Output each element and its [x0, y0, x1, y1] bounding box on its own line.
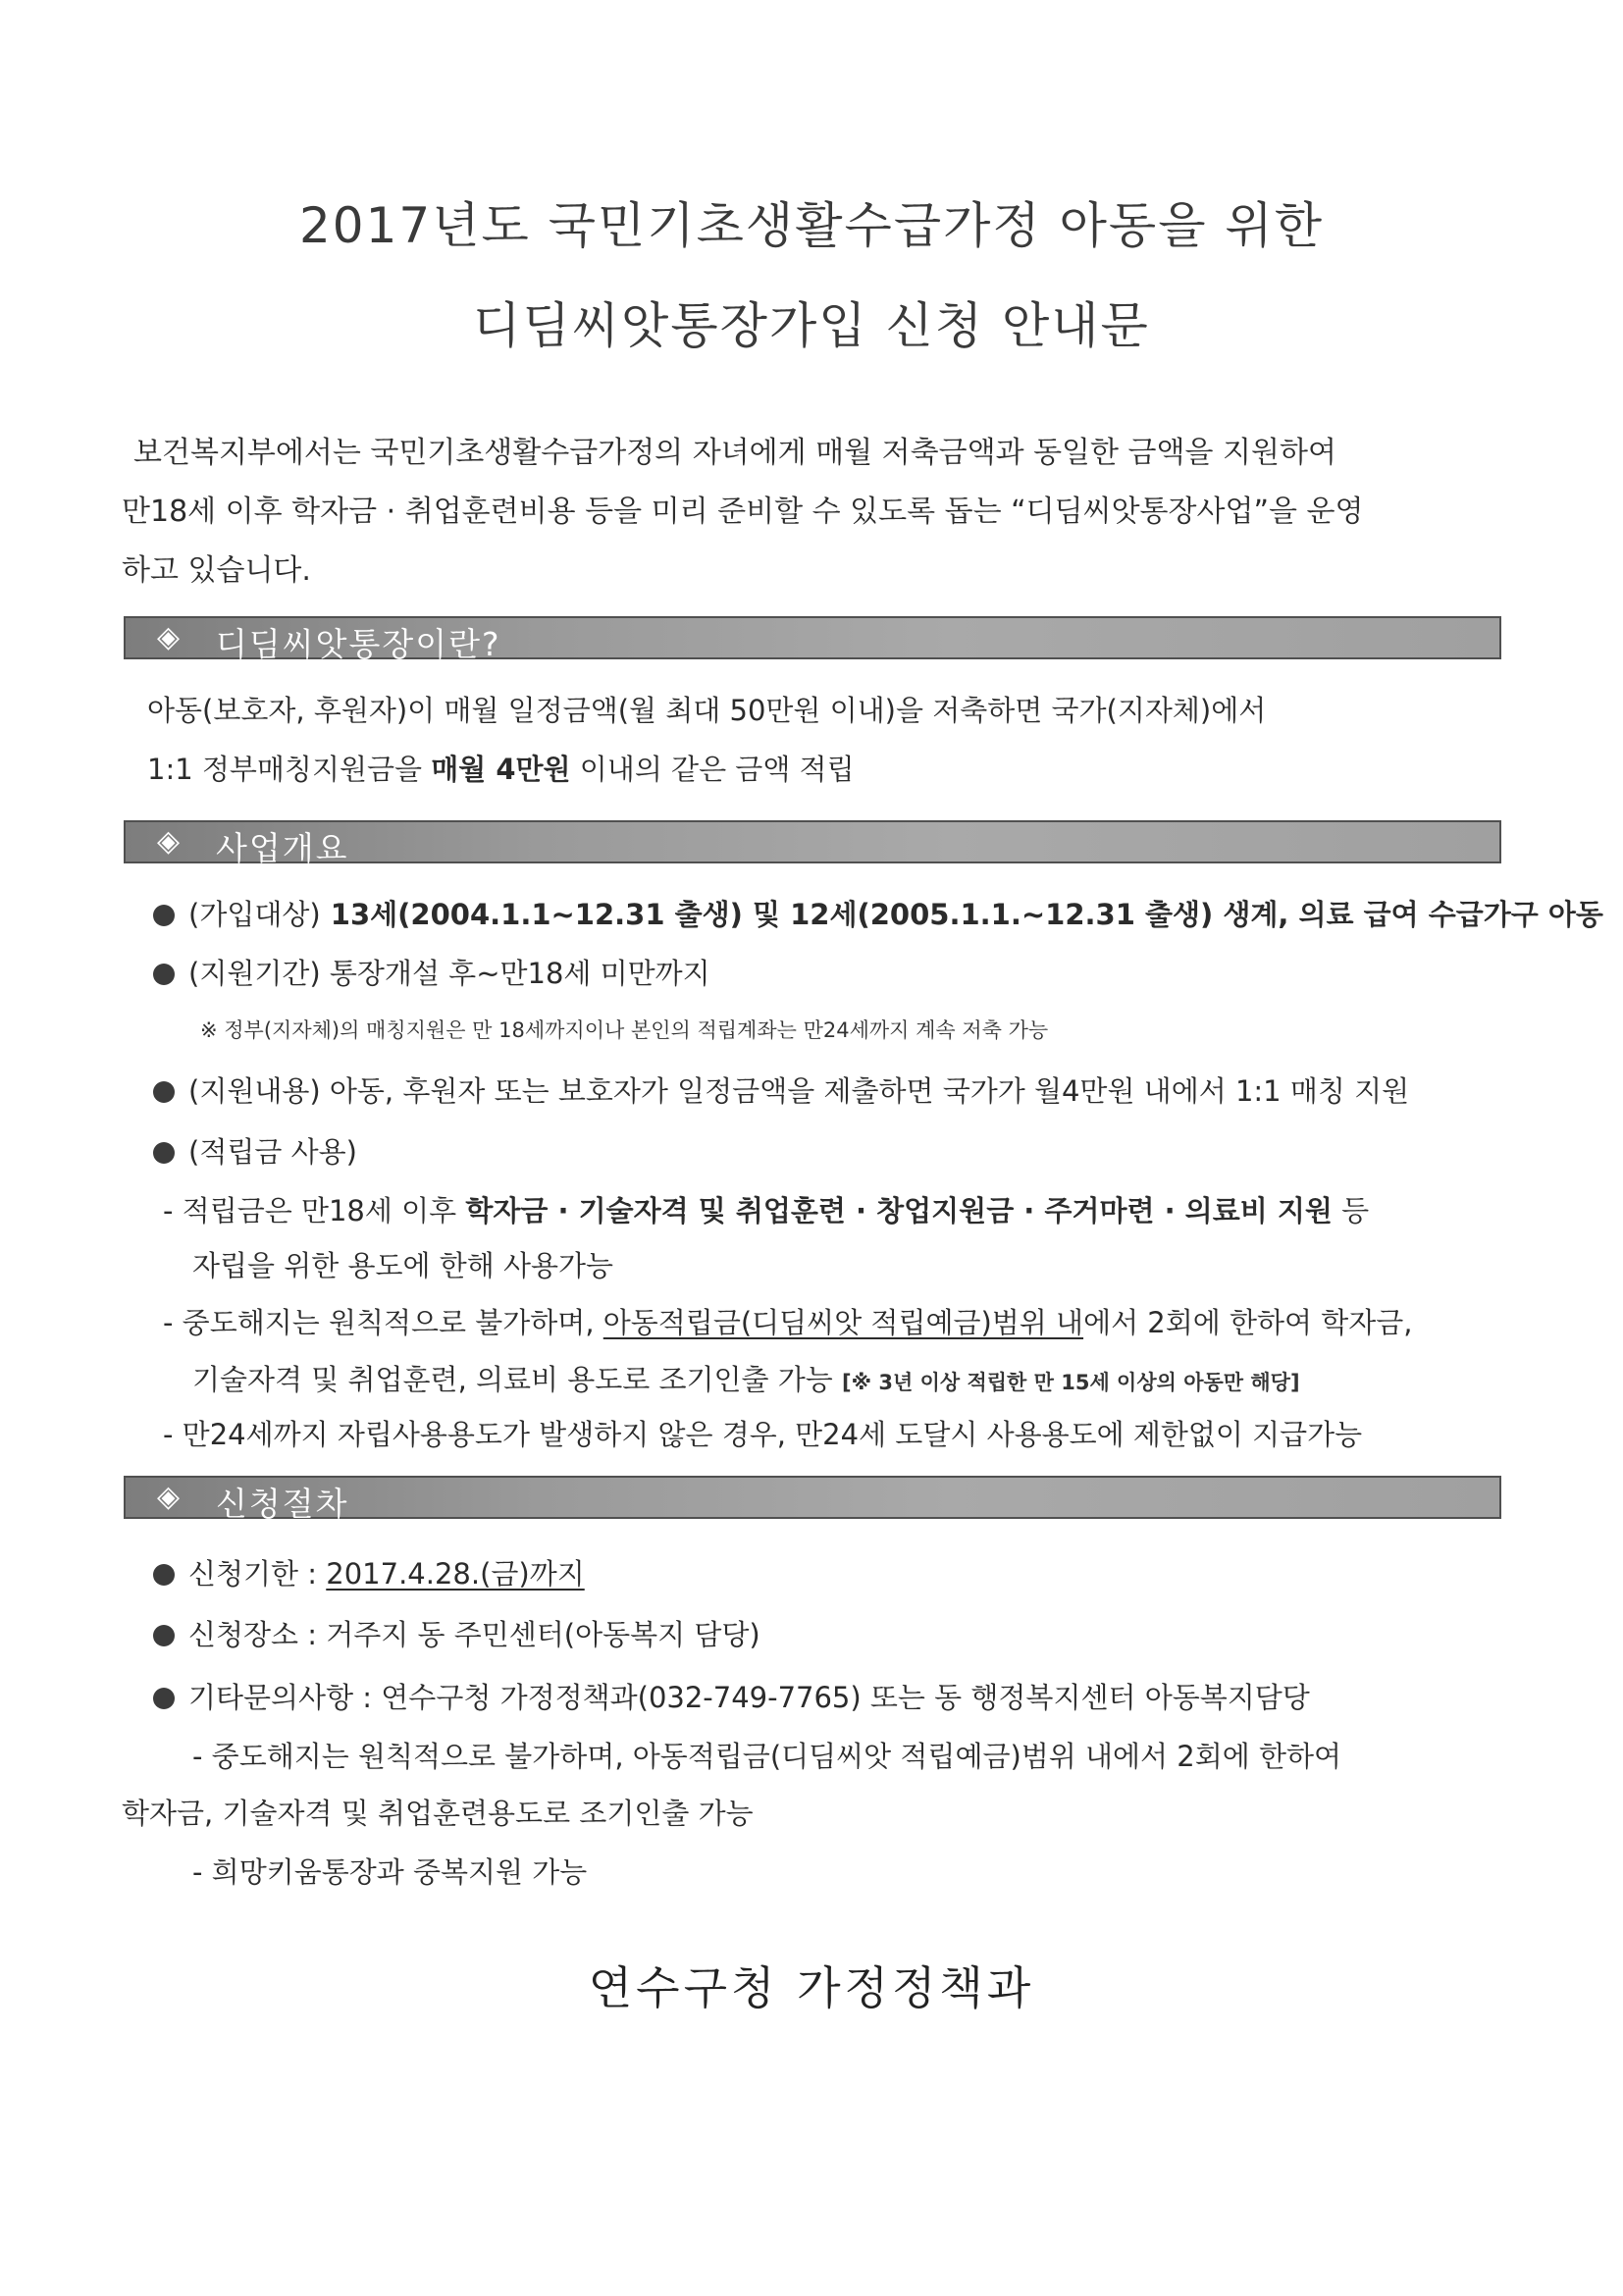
item-text: 13세(2004.1.1~12.31 출생) 및 12세(2005.1.1.~12.31 출생) 생계, 의료 급여 수급가구 아동: [320, 898, 1603, 931]
section-header-overview: [124, 820, 1501, 867]
bullet-icon: [153, 905, 175, 926]
section1-line: [147, 748, 855, 788]
usage-categories: 학자금 · 기술자격 및 취업훈련 · 창업지원금 · 주거마련 · 의료비 지원: [465, 1194, 1333, 1227]
text-fragment: 에서 2회에 한하여 학자금,: [1083, 1306, 1413, 1339]
intro-paragraph: [122, 424, 1535, 600]
section-heading: 디딤씨앗통장이란?: [216, 625, 501, 663]
item-text: (지원기간) 통장개설 후~만18세 미만까지: [188, 957, 710, 990]
usage-dash-line: - 만24세까지 자립사용용도가 발생하지 않은 경우, 만24세 도달시 사용용도에 제한없이 지급가능: [163, 1418, 1363, 1451]
text-fragment: 1:1 정부매칭지원금을: [147, 753, 432, 786]
section1-line: 아동(보호자, 후원자)이 매월 일정금액(월 최대 50만원 이내)을 저축하면 국가(지자체)에서: [147, 694, 1267, 727]
bullet-icon: [153, 1625, 175, 1646]
item-text: 기타문의사항 : 연수구청 가정정책과(032-749-7765) 또는 동 행정복지센터 아동복지담당: [188, 1681, 1310, 1714]
list-item-place: [153, 1613, 760, 1653]
bullet-icon: [153, 1081, 175, 1103]
page-title: 2017년도 국민기초생활수급가정 아동을 위한: [298, 197, 1325, 254]
item-label: 신청기한 :: [188, 1557, 327, 1591]
list-item-inquiry: [153, 1676, 1310, 1716]
procedure-dash-line: - 중도해지는 원칙적으로 불가하며, 아동적립금(디딤씨앗 적립예금)범위 내에서 2회에 한하여: [192, 1740, 1342, 1773]
intro-line: 보건복지부에서는 국민기초생활수급가정의 자녀에게 매월 저축금액과 동일한 금액을 지원하여: [133, 436, 1336, 470]
bullet-icon: [153, 1142, 175, 1164]
text-fragment: 등: [1332, 1194, 1370, 1227]
usage-dash-line: [163, 1301, 1413, 1341]
item-text: (적립금 사용): [188, 1135, 357, 1169]
text-fragment: - 중도해지는 원칙적으로 불가하며,: [163, 1306, 603, 1339]
diamond-icon: ◈: [157, 1480, 181, 1514]
bullet-icon: [153, 1688, 175, 1709]
intro-line: 만18세 이후 학자금 · 취업훈련비용 등을 미리 준비할 수 있도록 돕는 “디딤씨앗통장사업”을 운영: [122, 495, 1364, 529]
procedure-dash-line: - 희망키움통장과 중복지원 가능: [192, 1855, 588, 1889]
note-text: ※ 정부(지자체)의 매칭지원은 만 18세까지이나 본인의 적립계좌는 만24세까지 계속 저축 가능: [200, 1018, 1049, 1042]
highlight-amount: 매월 4만원: [431, 753, 571, 786]
bracket-note: [※ 3년 이상 적립한 만 15세 이상의 아동만 해당]: [842, 1371, 1300, 1394]
page-subtitle: 디딤씨앗통장가입 신청 안내문: [473, 297, 1150, 354]
text-fragment: - 적립금은 만18세 이후: [163, 1194, 466, 1227]
usage-dash-line: 자립을 위한 용도에 한해 사용가능: [192, 1249, 614, 1282]
deadline-date: 2017.4.28.(금)까지: [326, 1557, 585, 1591]
diamond-icon: ◈: [157, 824, 181, 859]
list-item-usage: [153, 1130, 357, 1171]
text-fragment: 기술자격 및 취업훈련, 의료비 용도로 조기인출 가능: [192, 1363, 843, 1396]
procedure-dash-line: 학자금, 기술자격 및 취업훈련용도로 조기인출 가능: [122, 1797, 754, 1830]
list-item-period: [153, 952, 710, 992]
section-header-what-is: [124, 616, 1501, 663]
list-item-deadline: [153, 1552, 585, 1592]
usage-dash-line: [163, 1189, 1369, 1229]
bullet-icon: [153, 964, 175, 985]
issuer-signature: 연수구청 가정정책과: [588, 1961, 1035, 2014]
list-item-eligibility: [153, 893, 1603, 933]
item-text: (지원내용) 아동, 후원자 또는 보호자가 일정금액을 제출하면 국가가 월4만원 내에서 1:1 매칭 지원: [188, 1074, 1410, 1108]
list-item-support: [153, 1070, 1409, 1110]
text-fragment: 이내의 같은 금액 적립: [570, 753, 855, 786]
item-label: (가입대상): [188, 898, 321, 931]
intro-line: 하고 있습니다.: [122, 553, 311, 588]
section-heading: 신청절차: [216, 1485, 349, 1523]
usage-dash-line: [192, 1358, 1300, 1398]
item-text: 신청장소 : 거주지 동 주민센터(아동복지 담당): [188, 1618, 760, 1651]
underlined-text: 아동적립금(디딤씨앗 적립예금)범위 내: [602, 1306, 1084, 1339]
bullet-icon: [153, 1564, 175, 1586]
section-header-procedure: [124, 1476, 1501, 1523]
section-heading: 사업개요: [216, 829, 349, 867]
diamond-icon: ◈: [157, 620, 181, 654]
